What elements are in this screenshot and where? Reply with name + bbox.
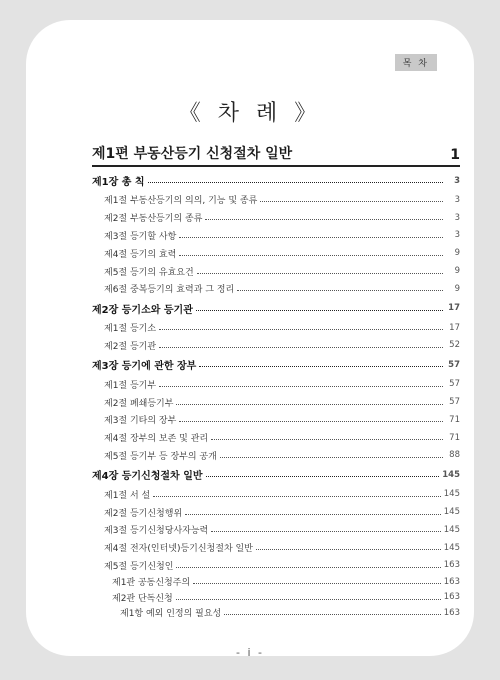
toc-entry[interactable] — [92, 209, 460, 227]
toc-entry[interactable] — [92, 337, 460, 355]
toc-entry[interactable] — [92, 319, 460, 337]
toc-entry-label: 제1절 등기소 — [104, 324, 157, 335]
toc-entry-label: 제4절 장부의 보존 및 관리 — [104, 434, 209, 445]
toc-entry-page: 57 — [449, 379, 460, 390]
toc-entry-label: 제3장 등기에 관한 장부 — [92, 361, 197, 373]
toc-entry[interactable] — [92, 574, 460, 589]
dot-leader — [199, 366, 443, 367]
dot-leader — [185, 514, 441, 515]
toc-entry[interactable] — [92, 447, 460, 465]
toc-entry[interactable] — [92, 429, 460, 447]
toc-entry-label: 제5절 등기의 유효요건 — [104, 267, 194, 278]
toc-entry[interactable] — [92, 539, 460, 557]
toc-entry-label: 제5절 등기신청인 — [104, 561, 174, 572]
toc-entry-page: 88 — [449, 450, 460, 461]
dot-leader — [224, 614, 441, 615]
toc-chapter[interactable] — [92, 354, 460, 375]
toc-entry-label: 제4절 전자(인터넷)등기신청절차 일반 — [104, 544, 253, 555]
toc-entry-page: 17 — [449, 322, 460, 333]
toc-entry-page: 145 — [443, 542, 460, 553]
toc-entry-label: 제1관 공동신청주의 — [112, 578, 191, 589]
toc-entry[interactable] — [92, 393, 460, 411]
toc-list — [92, 170, 460, 621]
toc-entry[interactable] — [92, 191, 460, 209]
toc-entry-page: 71 — [449, 432, 460, 443]
toc-entry-label: 제1장 총 칙 — [92, 177, 145, 188]
dot-leader — [197, 273, 443, 274]
dot-leader — [211, 531, 441, 532]
dot-leader — [179, 237, 443, 238]
toc-entry-label: 제2절 등기관 — [104, 341, 157, 352]
part-label: 제1편 부동산등기 신청절차 일반 — [92, 146, 293, 162]
part-heading — [92, 141, 460, 167]
toc-entry-label: 제2장 등기소와 등기관 — [92, 304, 193, 316]
toc-entry-page: 163 — [443, 576, 460, 587]
dot-leader — [206, 476, 440, 477]
toc-entry-page: 17 — [448, 303, 460, 314]
toc-entry-page: 52 — [449, 340, 460, 351]
dot-leader — [193, 583, 441, 584]
dot-leader — [176, 567, 440, 568]
dot-leader — [153, 496, 441, 497]
toc-entry-page: 9 — [454, 266, 460, 277]
toc-entry[interactable] — [92, 557, 460, 575]
toc-entry[interactable] — [92, 503, 460, 521]
toc-entry-page: 71 — [449, 414, 460, 425]
dot-leader — [260, 201, 443, 202]
dot-leader — [211, 439, 443, 440]
toc-entry-label: 제4장 등기신청절차 일반 — [92, 471, 203, 483]
toc-entry-label: 제1절 서 설 — [104, 490, 151, 501]
dot-leader — [256, 549, 441, 550]
toc-entry[interactable] — [92, 244, 460, 262]
toc-entry-label: 제3절 등기할 사항 — [104, 231, 177, 242]
toc-chapter[interactable] — [92, 170, 460, 191]
toc-entry-label: 제4절 등기의 효력 — [104, 249, 177, 260]
toc-entry-page: 9 — [454, 283, 460, 294]
toc-entry-label: 제1항 예외 인정의 필요성 — [120, 609, 222, 620]
section-tag: 목 차 — [395, 54, 437, 71]
toc-entry-page: 145 — [442, 469, 460, 480]
toc-entry-label: 제1절 부동산등기의 의의, 기능 및 종류 — [104, 196, 258, 207]
toc-entry[interactable] — [92, 262, 460, 280]
toc-entry-page: 145 — [443, 507, 460, 518]
toc-entry[interactable] — [92, 280, 460, 298]
dot-leader — [159, 386, 443, 387]
toc-entry-page: 3 — [454, 230, 460, 241]
dot-leader — [220, 457, 443, 458]
document-page — [26, 20, 474, 659]
dot-leader — [159, 347, 443, 348]
toc-entry-label: 제1절 등기부 — [104, 380, 157, 391]
dot-leader — [196, 310, 443, 311]
dot-leader — [176, 404, 443, 405]
toc-entry-page: 3 — [454, 175, 460, 186]
toc-entry-label: 제2절 등기신청행위 — [104, 508, 183, 519]
toc-entry-page: 163 — [443, 592, 460, 603]
toc-entry-page: 163 — [443, 607, 460, 618]
toc-entry-page: 3 — [454, 194, 460, 205]
toc-chapter[interactable] — [92, 298, 460, 319]
toc-entry-label: 제3절 기타의 장부 — [104, 416, 177, 427]
toc-entry-page: 9 — [454, 248, 460, 259]
page-number: - i - — [236, 646, 264, 659]
toc-entry-label: 제2절 폐쇄등기부 — [104, 398, 174, 409]
toc-entry-label: 제5절 등기부 등 장부의 공개 — [104, 451, 217, 462]
toc-entry[interactable] — [92, 375, 460, 393]
toc-entry[interactable] — [92, 521, 460, 539]
toc-entry[interactable] — [92, 227, 460, 245]
toc-entry-page: 145 — [443, 489, 460, 500]
toc-chapter[interactable] — [92, 464, 460, 485]
dot-leader — [237, 290, 443, 291]
dot-leader — [148, 182, 443, 183]
toc-entry[interactable] — [92, 485, 460, 503]
toc-entry-label: 제6절 중복등기의 효력과 그 정리 — [104, 285, 235, 296]
page-title: 《 차 례 》 — [178, 101, 322, 126]
part-page: 1 — [450, 147, 460, 163]
toc-entry[interactable] — [92, 590, 460, 605]
toc-entry-page: 145 — [443, 524, 460, 535]
toc-entry[interactable] — [92, 411, 460, 429]
toc-entry-page: 57 — [449, 397, 460, 408]
dot-leader — [176, 599, 441, 600]
dot-leader — [205, 219, 443, 220]
toc-entry-page: 3 — [454, 212, 460, 223]
toc-entry-label: 제3절 등기신청당사자능력 — [104, 526, 209, 537]
toc-entry-label: 제2관 단독신청 — [112, 593, 173, 604]
dot-leader — [179, 421, 443, 422]
toc-entry-label: 제2절 부동산등기의 종류 — [104, 214, 203, 225]
toc-entry[interactable] — [92, 605, 460, 621]
toc-entry-page: 163 — [443, 560, 460, 571]
toc-entry-page: 57 — [448, 359, 460, 370]
dot-leader — [179, 255, 443, 256]
dot-leader — [159, 329, 443, 330]
